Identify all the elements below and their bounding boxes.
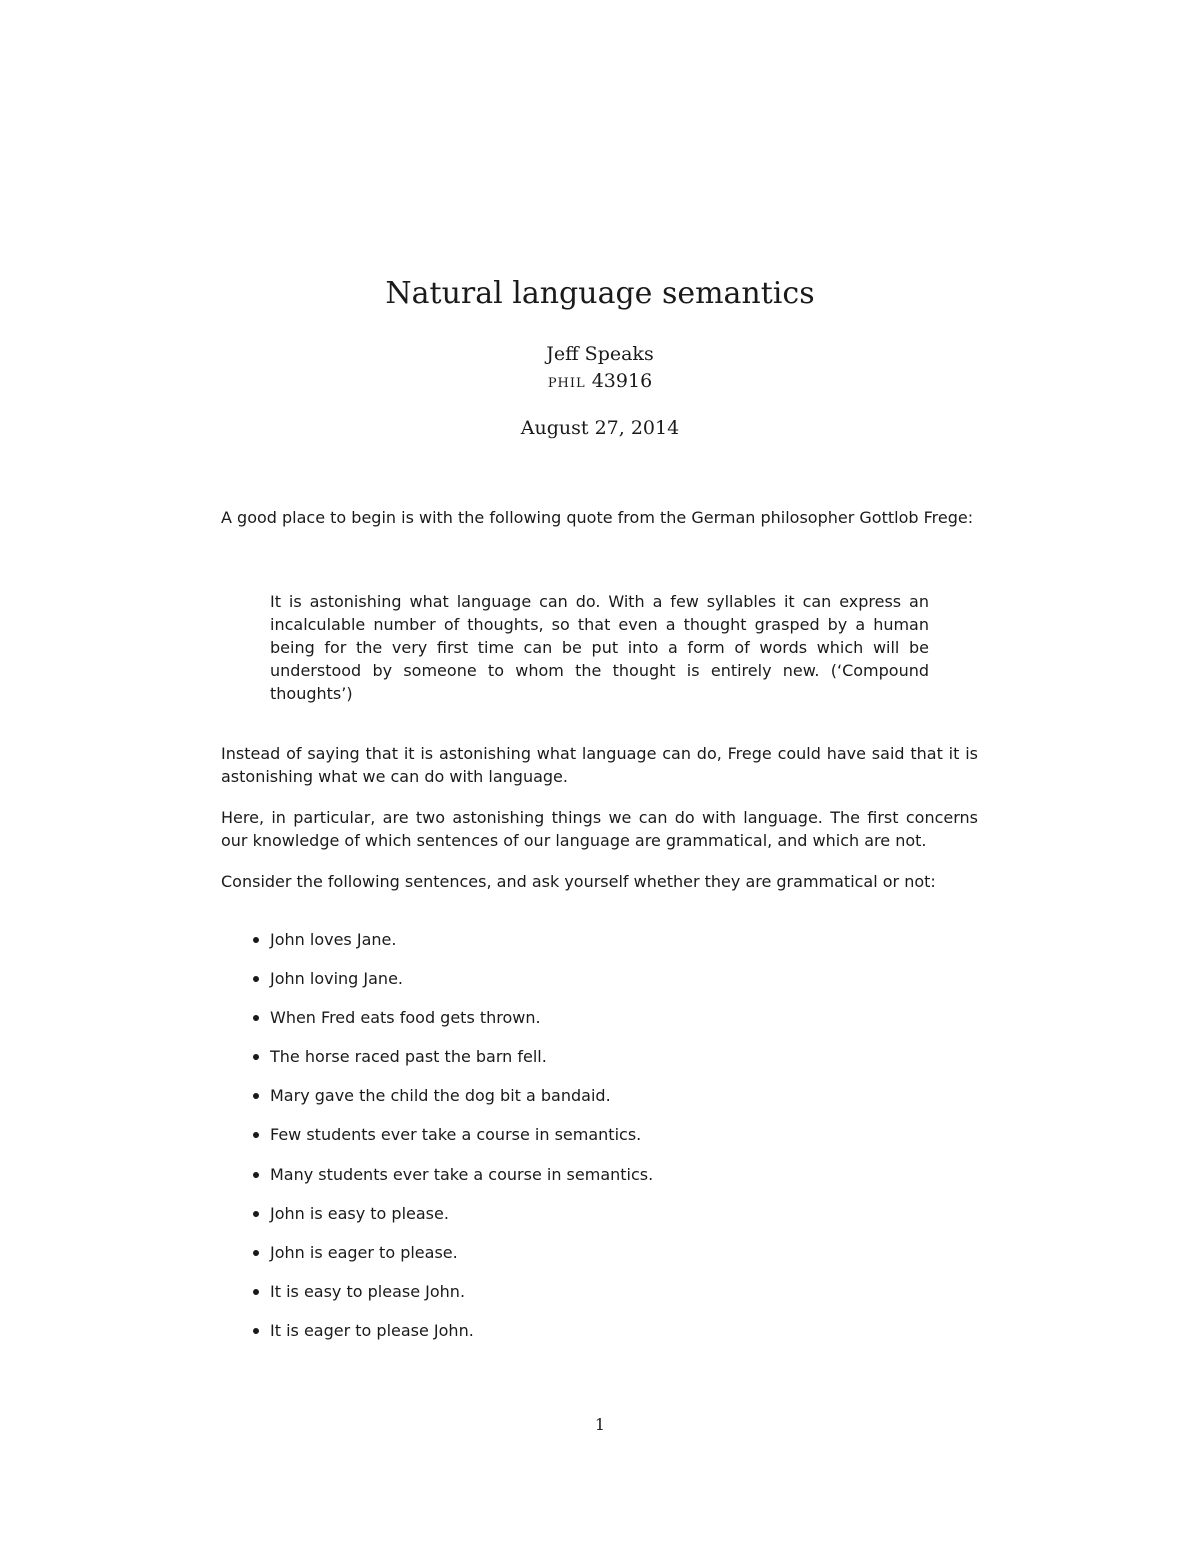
list-item-text: It is easy to please John. bbox=[270, 1281, 466, 1301]
list-item-text: Mary gave the child the dog bit a bandaid. bbox=[270, 1086, 611, 1106]
list-item-text: The horse raced past the barn fell. bbox=[270, 1047, 547, 1067]
author-name: Jeff Speaks bbox=[546, 343, 654, 365]
bullet-icon bbox=[253, 976, 259, 982]
bullet-icon bbox=[253, 1250, 259, 1256]
list-item bbox=[250, 1280, 950, 1319]
list-item bbox=[250, 1163, 950, 1202]
list-item bbox=[250, 1084, 950, 1123]
list-item-text: John is eager to please. bbox=[270, 1242, 458, 1262]
list-item bbox=[250, 1319, 950, 1358]
list-item bbox=[250, 1202, 950, 1241]
paragraph-language: Instead of saying that it is astonishing what language can do, Frege could have said that it is astonishing what we can do with language. bbox=[221, 744, 978, 786]
list-item-text: Many students ever take a course in semantics. bbox=[270, 1164, 654, 1184]
list-item bbox=[250, 928, 950, 967]
document-date: August 27, 2014 bbox=[520, 417, 680, 439]
bullet-icon bbox=[253, 1172, 259, 1178]
list-item-text: Few students ever take a course in semantics. bbox=[270, 1125, 642, 1145]
list-item-text: John is easy to please. bbox=[270, 1203, 449, 1223]
bullet-icon bbox=[253, 1015, 259, 1021]
paragraph-astonishing-things: Here, in particular, are two astonishing things we can do with language. The first concerns our knowledge of which sentences of our language are grammatical, and which are not. bbox=[221, 808, 978, 850]
intro-paragraph: A good place to begin is with the following quote from the German philosopher Gottlob Frege: bbox=[221, 508, 974, 527]
bullet-icon bbox=[253, 1054, 259, 1060]
list-item-text: It is eager to please John. bbox=[270, 1320, 474, 1340]
paragraph-consider: Consider the following sentences, and ask yourself whether they are grammatical or not: bbox=[221, 872, 936, 891]
page-number: 1 bbox=[594, 1415, 606, 1434]
course-number: 43916 bbox=[591, 370, 653, 392]
list-item-text: John loves Jane. bbox=[270, 930, 397, 949]
bullet-icon bbox=[253, 937, 259, 943]
list-item bbox=[250, 1006, 950, 1045]
document-title: Natural language semantics bbox=[385, 276, 815, 311]
bullet-icon bbox=[253, 1328, 259, 1334]
bullet-icon bbox=[253, 1132, 259, 1138]
course-code bbox=[0, 369, 1200, 393]
frege-quote: It is astonishing what language can do. With a few syllables it can express an incalculable number of thoughts, so that even a thought grasped by a human being for the very first time can be put into a form of words which will be understood by someone to whom the thought is entirely new. (‘Compound thoughts’) bbox=[270, 592, 929, 703]
list-item bbox=[250, 1123, 950, 1162]
sentence-list bbox=[250, 928, 950, 1358]
list-item bbox=[250, 1045, 950, 1084]
bullet-icon bbox=[253, 1211, 259, 1217]
list-item-text: John loving Jane. bbox=[270, 969, 403, 989]
bullet-icon bbox=[253, 1093, 259, 1099]
course-prefix: phil bbox=[547, 370, 586, 392]
list-item-text: When Fred eats food gets thrown. bbox=[270, 1008, 541, 1028]
list-item bbox=[250, 1241, 950, 1280]
bullet-icon bbox=[253, 1289, 259, 1295]
list-item bbox=[250, 967, 950, 1006]
